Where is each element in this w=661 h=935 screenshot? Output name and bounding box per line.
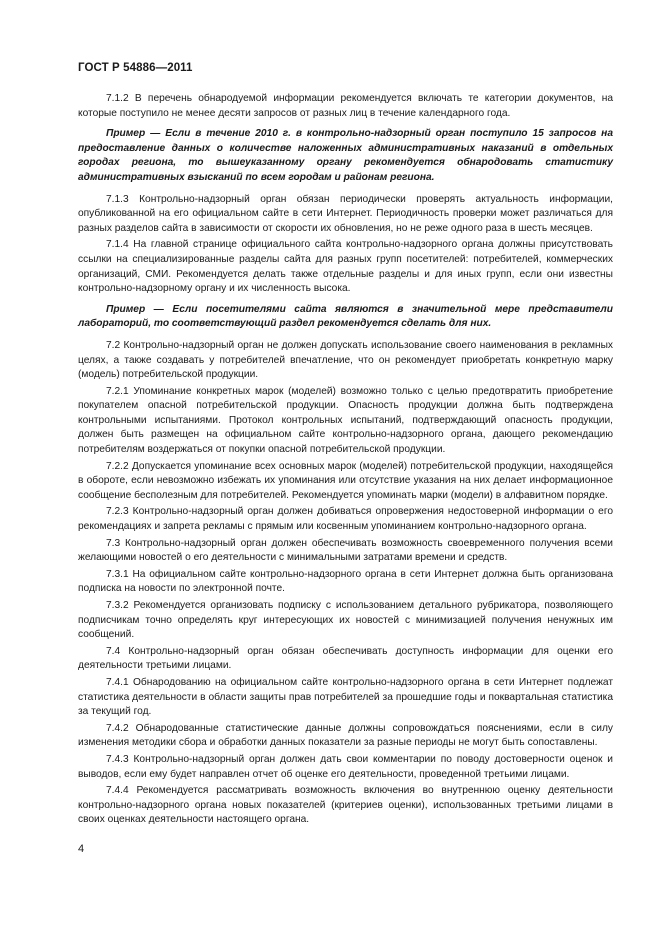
paragraph-7-4-1: 7.4.1 Обнародованию на официальном сайте контрольно-надзорного органа в сети Интернет подлежат статистика деятельности в области защиты прав потребителей за прошедшие годы и поквартальная статистика за текущий год.	[78, 676, 613, 718]
document-header: ГОСТ Р 54886—2011	[78, 62, 193, 74]
paragraph-7-4-4: 7.4.4 Рекомендуется рассматривать возможность включения во внутреннюю оценку деятельности контрольно-надзорного органа новых показателей (критериев оценки), использованных третьими лицами в своих оценках деятельности настоящего органа.	[78, 785, 613, 826]
paragraph-7-2: 7.2 Контрольно-надзорный орган не должен допускать использование своего наименования в рекламных целях, а также создавать у потребителей впечатление, что он рекомендует приобретать конкретную марку (модель) потребительской продукции.	[78, 339, 613, 381]
paragraph-7-3-1: 7.3.1 На официальном сайте контрольно-надзорного органа в сети Интернет должна быть организована подписка на новости по электронной почте.	[78, 568, 613, 595]
paragraph-7-1-2: 7.1.2 В перечень обнародуемой информации рекомендуется включать те категории документов, на которые поступило не менее десяти запросов от разных лиц в течение календарного года.	[78, 93, 613, 119]
paragraph-7-4-2: 7.4.2 Обнародованные статистические данные должны сопровождаться пояснениями, если в силу изменения методики сбора и обработки данных показатели за разные периоды не могут быть сопоставлены.	[78, 722, 613, 749]
page-number: 4	[78, 843, 85, 855]
document-body	[78, 92, 613, 830]
paragraph-7-3-2: 7.3.2 Рекомендуется организовать подписку с использованием детального рубрикатора, позволяющего подписчикам точно определять круг интересующих их новостей с минимизацией получения ненужных им сообщений.	[78, 600, 613, 641]
example-2: Пример — Если посетителями сайта являются в значительной мере представители лабораторий, то соответствующий раздел рекомендуется сделать для них.	[78, 303, 613, 330]
example-1: Пример — Если в течение 2010 г. в контрольно-надзорный орган поступило 15 запросов на предоставление данных о количестве наложенных административных наказаний в отдельных городах региона, то вышеуказанному органу рекомендуется обнародовать статистику административных взысканий по всем городам и районам региона.	[78, 128, 613, 183]
paragraph-7-1-4: 7.1.4 На главной странице официального сайта контрольно-надзорного органа должны присутствовать ссылки на специализированные разделы сайта для разных групп посетителей: потребителей, коммерческих организаций, СМИ. Рекомендуется делать также отдельные разделы и для иных групп, если они известны контрольно-надзорному органу и их численность высока.	[78, 239, 613, 295]
paragraph-7-1-3: 7.1.3 Контрольно-надзорный орган обязан периодически проверять актуальность информации, опубликованной на его официальном сайте в сети Интернет. Периодичность проверки может различаться для разных разделов сайта в зависимости от скорости их обновления, но не реже одного раза в шесть месяцев.	[78, 193, 613, 234]
paragraph-7-3: 7.3 Контрольно-надзорный орган должен обеспечивать возможность своевременного получения всеми желающими новостей о его деятельности с минимальными затратами времени и средств.	[78, 537, 613, 564]
paragraph-7-2-1: 7.2.1 Упоминание конкретных марок (моделей) возможно только с целью предотвратить приобретение покупателем опасной потребительской продукции. Опасность продукции должна быть подтверждена контрольными испытаниями. Протокол контрольных испытаний, подтверждающий опасность продукции, должен быть размещен на официальном сайте контрольно-надзорного органа, дающего рекомендацию потребителям воздержаться от покупки опасной потребительской продукции.	[78, 385, 613, 456]
paragraph-7-4-3: 7.4.3 Контрольно-надзорный орган должен дать свои комментарии по поводу достоверности оценок и выводов, если ему будет направлен отчет об оценке его деятельности, проведенной третьими лицами.	[78, 753, 613, 780]
paragraph-7-4: 7.4 Контрольно-надзорный орган обязан обеспечивать доступность информации для оценки его деятельности третьими лицами.	[78, 645, 613, 672]
paragraph-7-2-2: 7.2.2 Допускается упоминание всех основных марок (моделей) потребительской продукции, находящейся в обороте, если невозможно избежать их упоминания или отсутствие указания на них делает информационное сообщение бесполезным для потребителей. Рекомендуется упоминать марки (модели) в алфавитном порядке.	[78, 460, 613, 501]
paragraph-7-2-3: 7.2.3 Контрольно-надзорный орган должен добиваться опровержения недостоверной информации о его рекомендациях и запрета рекламы с прямым или косвенным упоминанием контрольно-надзорного органа.	[78, 506, 613, 533]
